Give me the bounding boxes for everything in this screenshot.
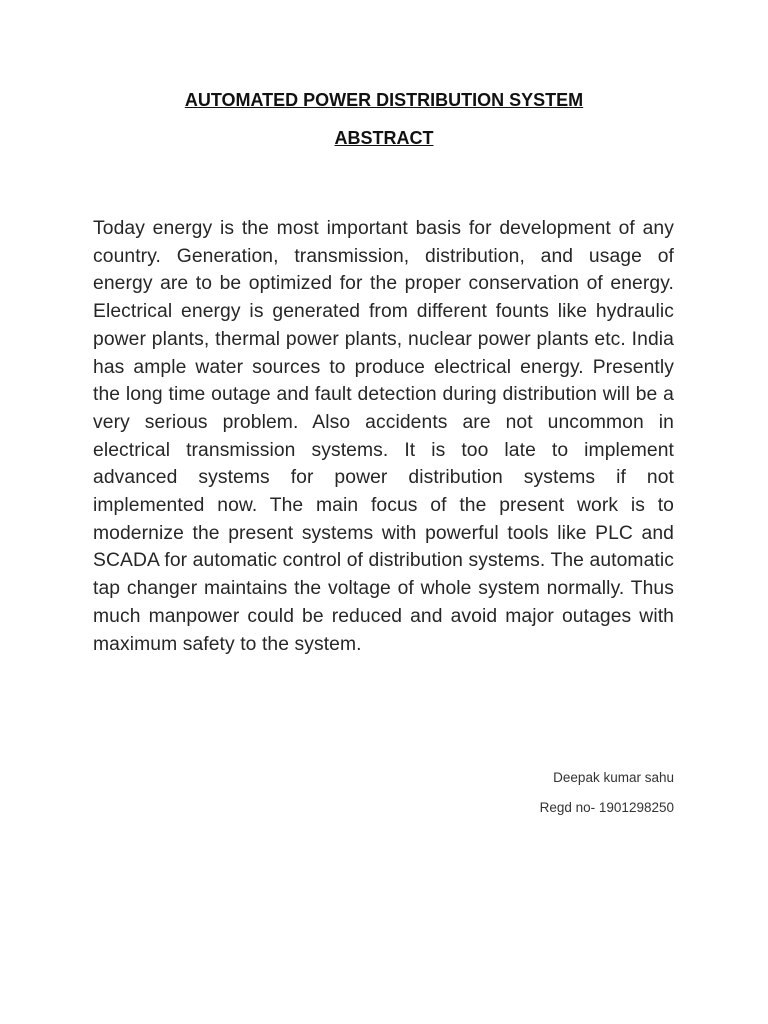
abstract-heading: ABSTRACT bbox=[334, 128, 434, 148]
document-title: AUTOMATED POWER DISTRIBUTION SYSTEM bbox=[184, 90, 584, 110]
registration-number: Regd no- 1901298250 bbox=[539, 800, 674, 815]
abstract-paragraph: Today energy is the most important basis for development of any country. Generation, transmission, distribution, and usage of energy are to be optimized for the proper conservation of energy. Electrical energy is generated from different founts like hydraulic power plants, thermal power plants, nuclear power plants etc. India has ample water sources to produce electrical energy. Presently the long time outage and fault detection during distribution will be a very serious problem. Also accidents are not uncommon in electrical transmission systems. It is too late to implement advanced systems for power distribution systems if not implemented now. The main focus of the present work is to modernize the present systems with powerful tools like PLC and SCADA for automatic control of distribution systems. The automatic tap changer maintains the voltage of whole system normally. Thus much manpower could be reduced and avoid major outages with maximum safety to the system. bbox=[93, 218, 674, 655]
author-name: Deepak kumar sahu bbox=[553, 770, 674, 785]
